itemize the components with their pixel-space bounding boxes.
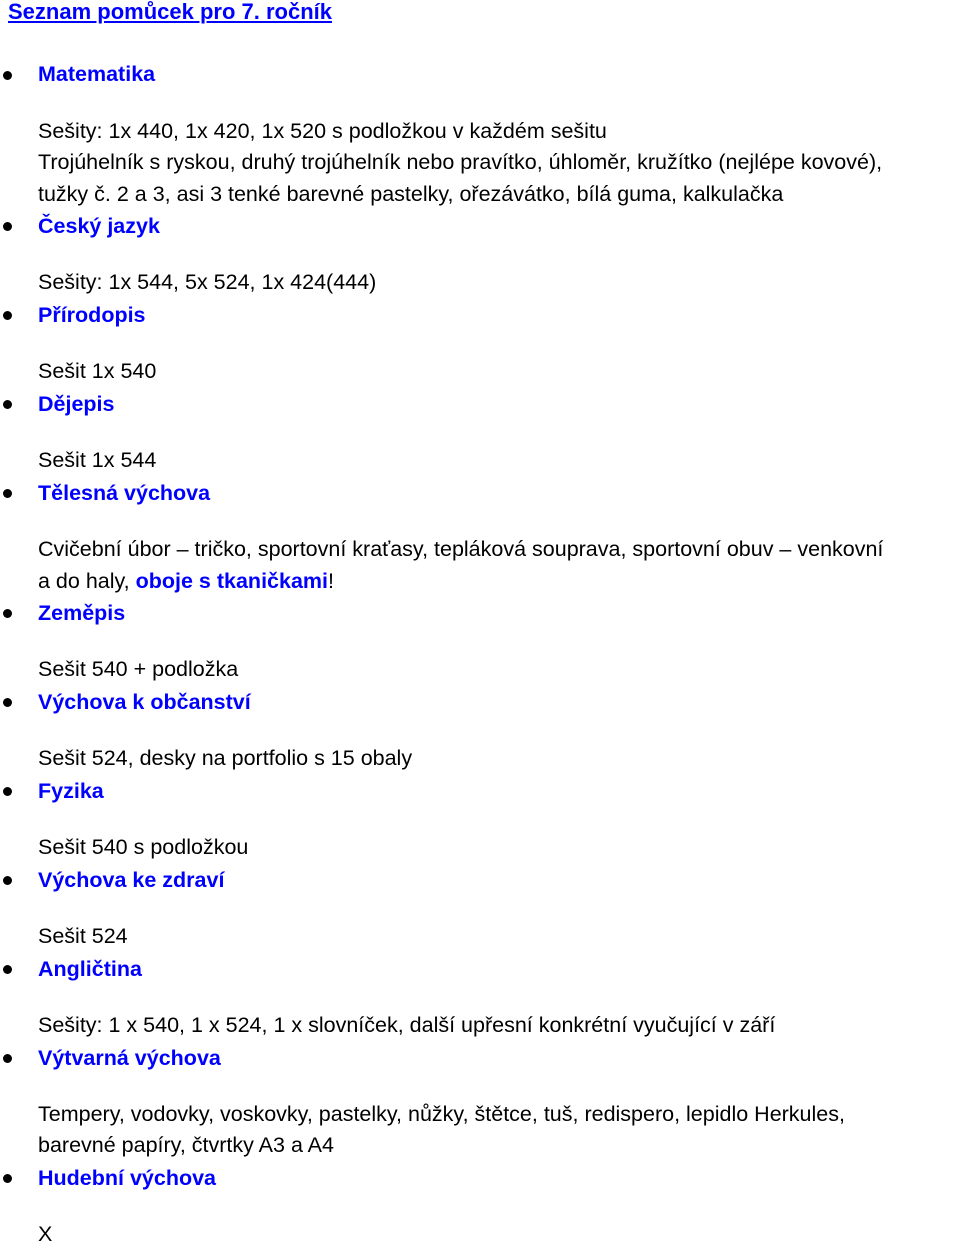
section-heading-fyzika: Fyzika <box>38 779 104 803</box>
section-heading-vychova-k-obcanstvi: Výchova k občanství <box>38 690 251 714</box>
section-line: Sešit 524, desky na portfolio s 15 obaly <box>38 746 413 770</box>
bullet-icon <box>3 400 12 409</box>
section-heading-cesky-jazyk: Český jazyk <box>38 214 160 238</box>
section-line-start: a do haly, <box>38 569 136 593</box>
section-line: Sešity: 1x 544, 5x 524, 1x 424(444) <box>38 270 377 294</box>
section-line: Tempery, vodovky, voskovky, pastelky, nůžky, štětce, tuš, redispero, lepidlo Herkules, <box>38 1102 845 1126</box>
bullet-icon <box>3 489 12 498</box>
section-line: Cvičební úbor – tričko, sportovní kraťasy, tepláková souprava, sportovní obuv – venkovní <box>38 537 884 561</box>
bullet-icon <box>3 965 12 974</box>
section-line: Sešit 540 + podložka <box>38 657 239 681</box>
section-line: barevné papíry, čtvrtky A3 a A4 <box>38 1133 334 1157</box>
emphasis-text: oboje s tkaničkami <box>135 569 329 593</box>
section-line: Sešit 540 s podložkou <box>38 835 249 859</box>
section-line: Sešit 1x 544 <box>38 448 157 472</box>
section-heading-zemepis: Zeměpis <box>38 601 126 625</box>
section-line-with-emphasis <box>38 567 334 595</box>
section-heading-anglictina: Angličtina <box>38 957 142 981</box>
section-heading-dejepis: Dějepis <box>38 392 115 416</box>
bullet-icon <box>3 222 12 231</box>
bullet-icon <box>3 311 12 320</box>
section-line: tužky č. 2 a 3, asi 3 tenké barevné pastelky, ořezávátko, bílá guma, kalkulačka <box>38 182 784 206</box>
bullet-icon <box>3 876 12 885</box>
bullet-icon <box>3 609 12 618</box>
section-line: X <box>38 1222 53 1246</box>
bullet-icon <box>3 1054 12 1063</box>
section-line: Sešity: 1 x 540, 1 x 524, 1 x slovníček, další upřesní konkrétní vyučující v září <box>38 1013 776 1037</box>
section-heading-vytvarna-vychova: Výtvarná výchova <box>38 1046 221 1070</box>
bullet-icon <box>3 1174 12 1183</box>
section-heading-prirodopis: Přírodopis <box>38 303 146 327</box>
bullet-icon <box>3 787 12 796</box>
section-line: Sešit 1x 540 <box>38 359 157 383</box>
bullet-icon <box>3 71 12 80</box>
section-line: Sešity: 1x 440, 1x 420, 1x 520 s podložkou v každém sešitu <box>38 119 607 143</box>
section-heading-matematika: Matematika <box>38 62 156 86</box>
page-title: Seznam pomůcek pro 7. ročník <box>8 0 332 24</box>
emphasis-tail: ! <box>328 569 334 593</box>
section-heading-hudebni-vychova: Hudební výchova <box>38 1166 217 1190</box>
bullet-icon <box>3 698 12 707</box>
section-heading-vychova-ke-zdravi: Výchova ke zdraví <box>38 868 225 892</box>
section-heading-telesna-vychova: Tělesná výchova <box>38 481 211 505</box>
section-line: Trojúhelník s ryskou, druhý trojúhelník nebo pravítko, úhloměr, kružítko (nejlépe kovové), <box>38 150 883 174</box>
section-line: Sešit 524 <box>38 924 128 948</box>
